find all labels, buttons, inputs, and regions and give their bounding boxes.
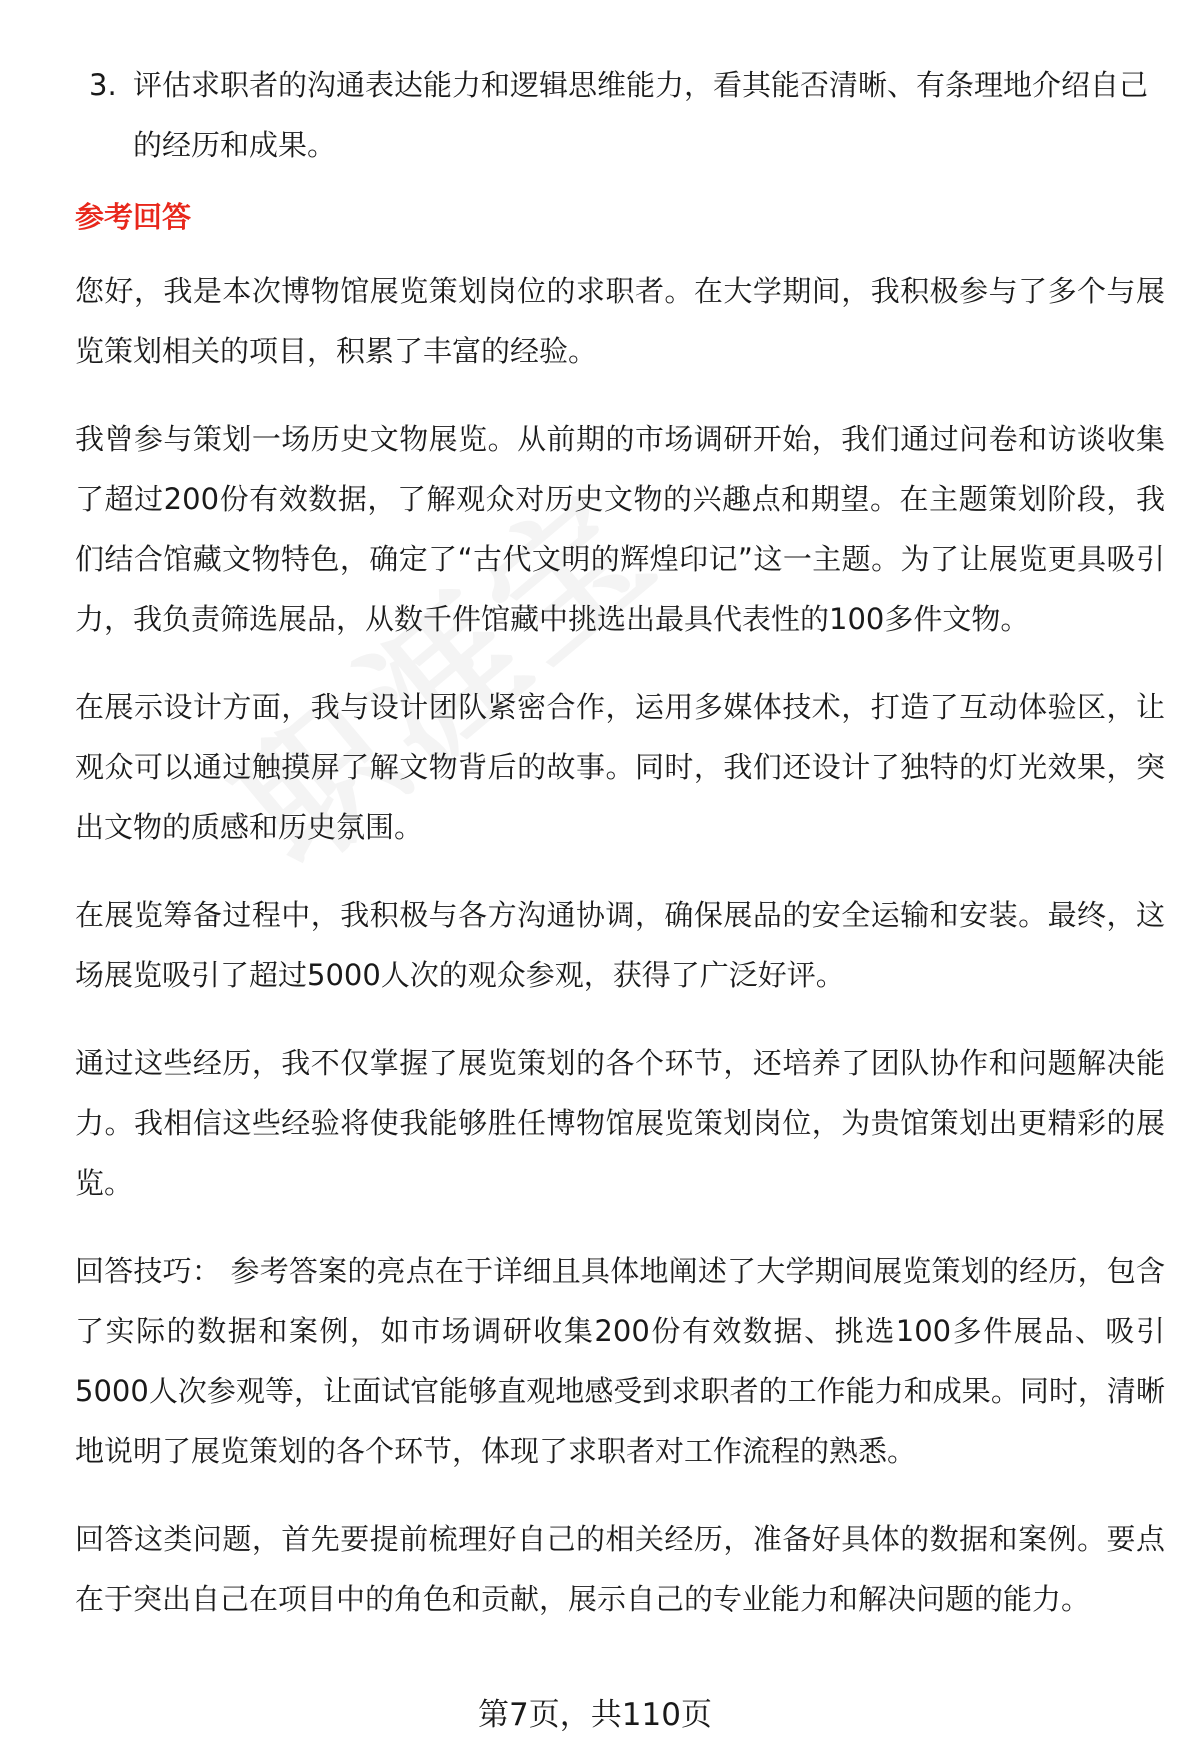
section-heading: 参考回答 xyxy=(75,200,192,234)
paragraph-planning: 我曾参与策划一场历史文物展览。从前期的市场调研开始，我们通过问卷和访谈收集了超过200份有效数据，了解观众对历史文物的兴趣点和期望。在主题策划阶段，我们结合馆藏文物特色，确定了“古代文明的辉煌印记”这一主题。为了让展览更具吸引力，我负责筛选展品，从数千件馆藏中挑选出最具代表性的100多件文物。 xyxy=(75,422,1165,636)
list-number: 3. xyxy=(89,68,117,102)
paragraph-summary: 通过这些经历，我不仅掌握了展览策划的各个环节，还培养了团队协作和问题解决能力。我相信这些经验将使我能够胜任博物馆展览策划岗位，为贵馆策划出更精彩的展览。 xyxy=(75,1046,1165,1200)
paragraph-design: 在展示设计方面，我与设计团队紧密合作，运用多媒体技术，打造了互动体验区，让观众可以通过触摸屏了解文物背后的故事。同时，我们还设计了独特的灯光效果，突出文物的质感和历史氛围。 xyxy=(75,690,1165,844)
paragraph-advice: 回答这类问题，首先要提前梳理好自己的相关经历，准备好具体的数据和案例。要点在于突出自己在项目中的角色和贡献，展示自己的专业能力和解决问题的能力。 xyxy=(75,1522,1165,1616)
paragraph-preparation: 在展览筹备过程中，我积极与各方沟通协调，确保展品的安全运输和安装。最终，这场展览吸引了超过5000人次的观众参观，获得了广泛好评。 xyxy=(75,898,1165,992)
list-item xyxy=(89,55,1165,175)
paragraph-intro: 您好，我是本次博物馆展览策划岗位的求职者。在大学期间，我积极参与了多个与展览策划相关的项目，积累了丰富的经验。 xyxy=(75,274,1165,368)
document-body xyxy=(75,55,1165,1655)
paragraph-tips: 回答技巧： 参考答案的亮点在于详细且具体地阐述了大学期间展览策划的经历，包含了实际的数据和案例，如市场调研收集200份有效数据、挑选100多件展品、吸引5000人次参观等，让面试官能够直观地感受到求职者的工作能力和成果。同时，清晰地说明了展览策划的各个环节，体现了求职者对工作流程的熟悉。 xyxy=(75,1254,1165,1468)
list-text: 评估求职者的沟通表达能力和逻辑思维能力，看其能否清晰、有条理地介绍自己的经历和成果。 xyxy=(133,68,1149,162)
page-footer: 第7页，共110页 xyxy=(478,1697,712,1733)
